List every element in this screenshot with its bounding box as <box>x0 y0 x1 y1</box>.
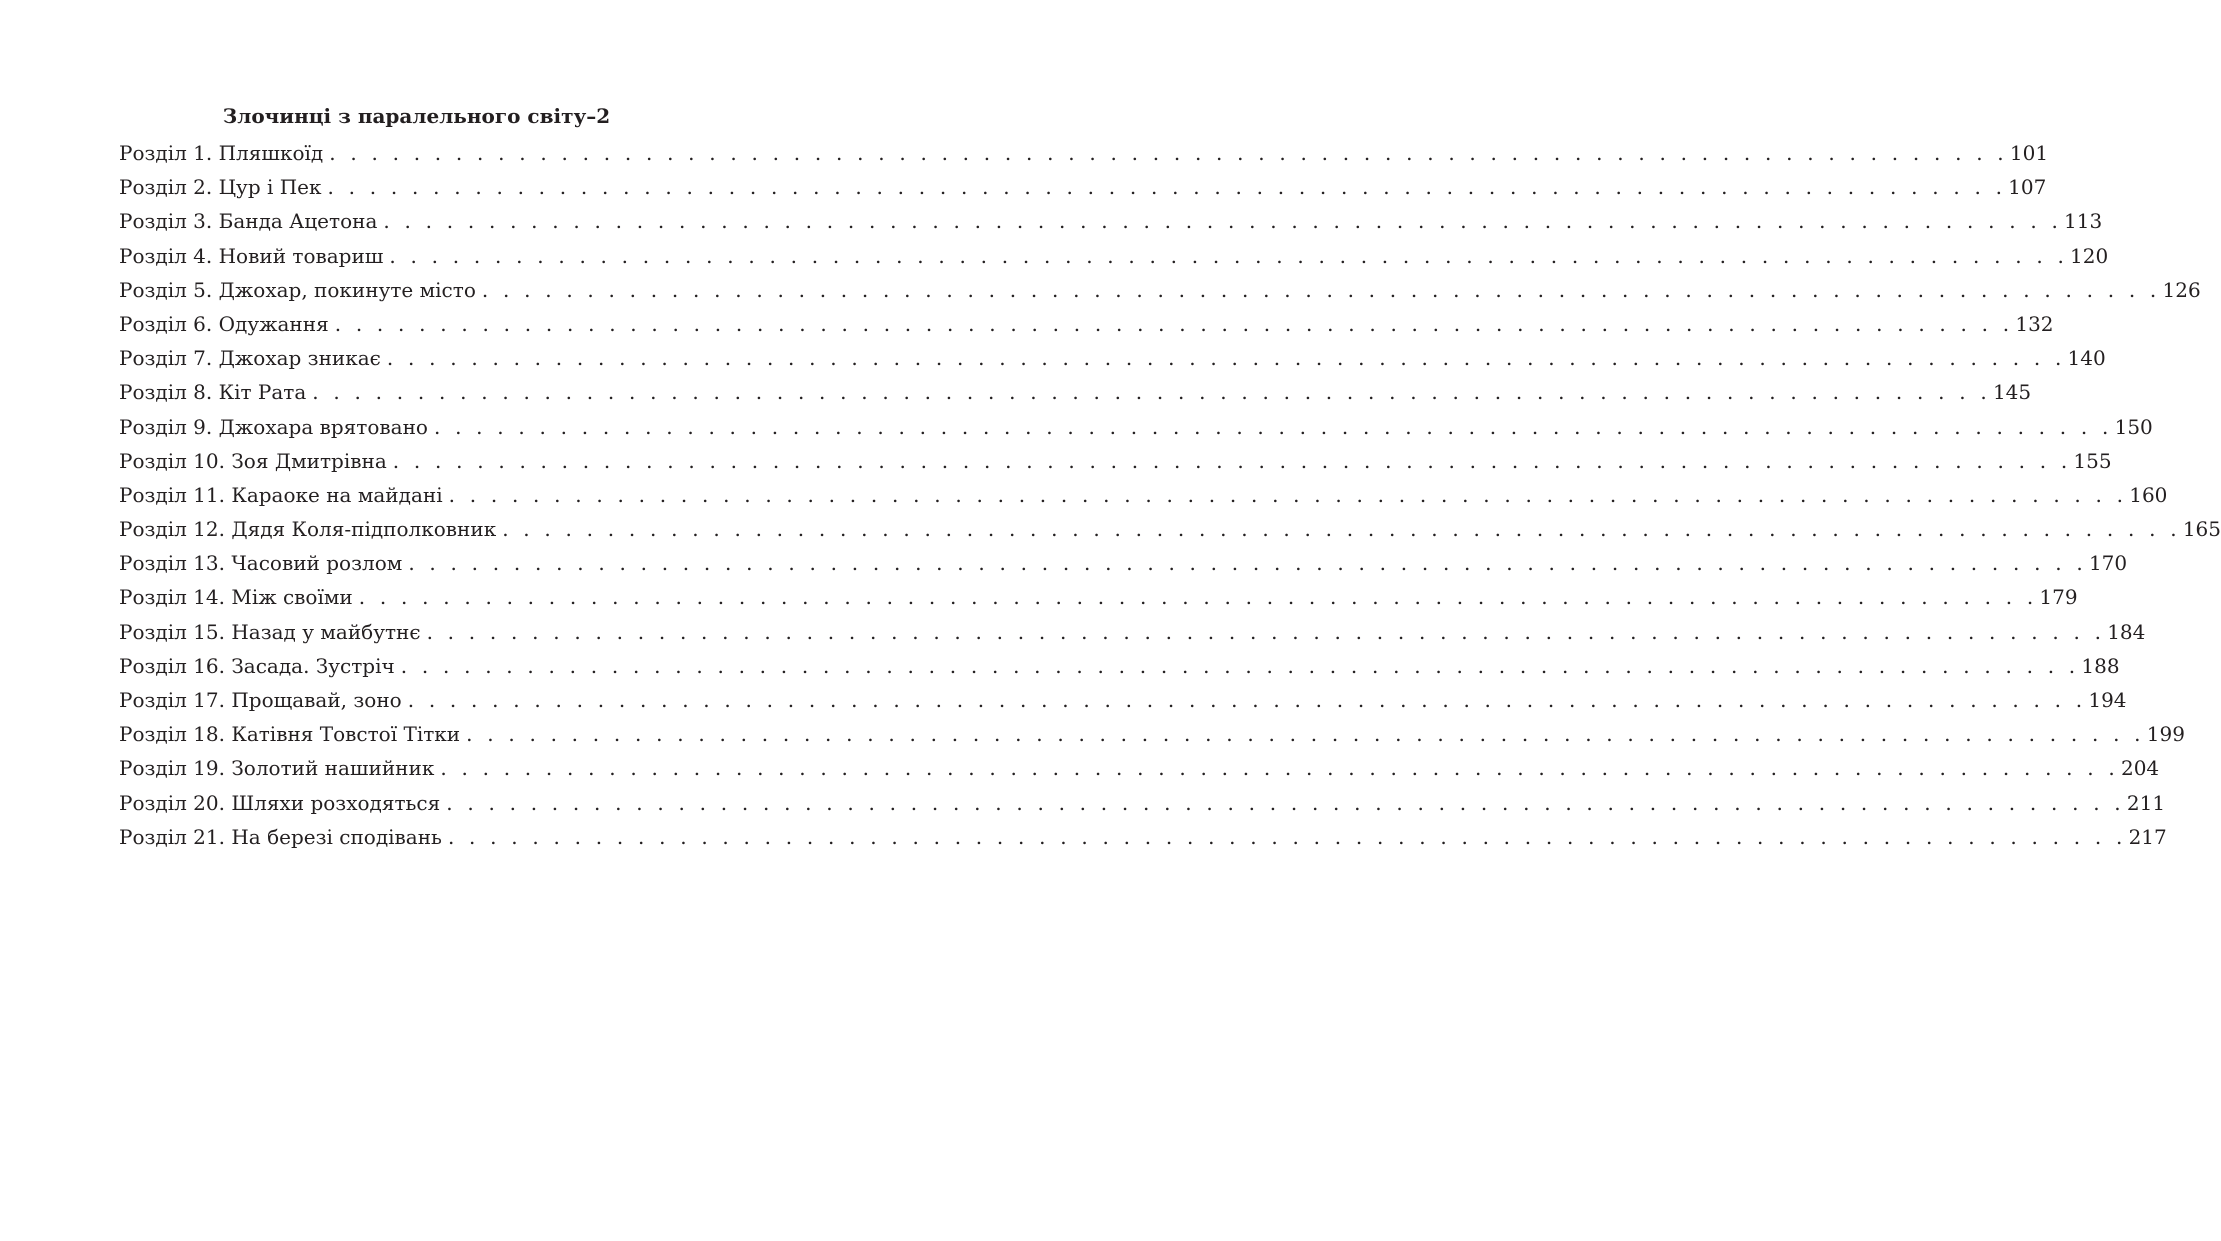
toc-entry <box>119 136 2049 170</box>
toc-entry <box>119 512 2221 546</box>
dot-leader: . . . . . . . . . . . . . . . . . . . . . . . . . . . . . . . . . . . . . . . . . . . . . . . . . . . . . . . . . . . . . . . . . . . . . . . . . . . . . . . . <box>327 175 2007 200</box>
toc-entry-label: Розділ 20. Шляхи розходяться <box>119 790 441 815</box>
toc-entry-label: Розділ 5. Джохар, покинуте місто <box>119 277 476 302</box>
toc-entry <box>119 307 2054 341</box>
toc-entry <box>119 204 2103 238</box>
toc-entry-label: Розділ 7. Джохар зникає <box>119 346 381 371</box>
toc-entry-page-number: 199 <box>2146 722 2185 747</box>
dot-leader: . . . . . . . . . . . . . . . . . . . . . . . . . . . . . . . . . . . . . . . . . . . . . . . . . . . . . . . . . . . . . . . . . . . . . . . . . . . . . . . . <box>400 653 2080 678</box>
toc-entry-label: Розділ 3. Банда Ацетона <box>119 209 378 234</box>
dot-leader: . . . . . . . . . . . . . . . . . . . . . . . . . . . . . . . . . . . . . . . . . . . . . . . . . . . . . . . . . . . . . . . . . . . . . . . . . . . . . . . . <box>481 277 2161 302</box>
toc-entry-page-number: 165 <box>2182 517 2221 542</box>
toc-entry <box>119 717 2185 751</box>
toc-entry-label: Розділ 21. На березі сподівань <box>119 824 442 849</box>
toc-entry-label: Розділ 13. Часовий розлом <box>119 551 403 576</box>
toc-entry-page-number: 211 <box>2126 790 2166 815</box>
toc-entry <box>119 444 2112 478</box>
toc-entry-page-number: 188 <box>2081 653 2120 678</box>
toc-entry-label: Розділ 9. Джохара врятовано <box>119 414 428 439</box>
dot-leader: . . . . . . . . . . . . . . . . . . . . . . . . . . . . . . . . . . . . . . . . . . . . . . . . . . . . . . . . . . . . . . . . . . . . . . . . . . . . . . . . <box>440 756 2119 781</box>
dot-leader: . . . . . . . . . . . . . . . . . . . . . . . . . . . . . . . . . . . . . . . . . . . . . . . . . . . . . . . . . . . . . . . . . . . . . . . . . . . . . . . . <box>446 790 2125 815</box>
toc-entry-label: Розділ 17. Прощавай, зоно <box>119 688 402 712</box>
toc-entry-page-number: 204 <box>2120 756 2160 781</box>
toc-entry <box>119 170 2047 204</box>
toc-entry <box>119 615 2146 649</box>
dot-leader: . . . . . . . . . . . . . . . . . . . . . . . . . . . . . . . . . . . . . . . . . . . . . . . . . . . . . . . . . . . . . . . . . . . . . . . . . . . . . . . . <box>407 688 2087 712</box>
toc-entry <box>119 239 2109 273</box>
toc-entry <box>119 410 2153 444</box>
toc-entry-page-number: 170 <box>2088 551 2128 576</box>
dot-leader: . . . . . . . . . . . . . . . . . . . . . . . . . . . . . . . . . . . . . . . . . . . . . . . . . . . . . . . . . . . . . . . . . . . . . . . . . . . . . . . . <box>329 141 2008 165</box>
dot-leader: . . . . . . . . . . . . . . . . . . . . . . . . . . . . . . . . . . . . . . . . . . . . . . . . . . . . . . . . . . . . . . . . . . . . . . . . . . . . . . . . <box>447 824 2127 849</box>
toc-entry <box>119 478 2168 512</box>
toc-entry-page-number: 107 <box>2008 175 2047 200</box>
toc-entry-page-number: 179 <box>2039 585 2078 610</box>
dot-leader: . . . . . . . . . . . . . . . . . . . . . . . . . . . . . . . . . . . . . . . . . . . . . . . . . . . . . . . . . . . . . . . . . . . . . . . . . . . . . . . . <box>466 722 2145 747</box>
toc-entry <box>119 649 2120 683</box>
dot-leader: . . . . . . . . . . . . . . . . . . . . . . . . . . . . . . . . . . . . . . . . . . . . . . . . . . . . . . . . . . . . . . . . . . . . . . . . . . . . . . . . <box>358 585 2038 610</box>
toc-entry <box>119 786 2166 820</box>
dot-leader: . . . . . . . . . . . . . . . . . . . . . . . . . . . . . . . . . . . . . . . . . . . . . . . . . . . . . . . . . . . . . . . . . . . . . . . . . . . . . . . . <box>426 619 2106 644</box>
toc-entry-page-number: 101 <box>2009 141 2049 165</box>
toc-entry-label: Розділ 18. Катівня Товстої Тітки <box>119 722 461 747</box>
toc-entry-label: Розділ 14. Між своїми <box>119 585 353 610</box>
toc-entry-page-number: 126 <box>2162 277 2201 302</box>
toc-entry <box>119 375 2032 409</box>
toc-entry <box>119 341 2106 375</box>
toc-entry-page-number: 155 <box>2073 448 2112 473</box>
toc-entry-label: Розділ 4. Новий товариш <box>119 243 384 268</box>
dot-leader: . . . . . . . . . . . . . . . . . . . . . . . . . . . . . . . . . . . . . . . . . . . . . . . . . . . . . . . . . . . . . . . . . . . . . . . . . . . . . . . . <box>408 551 2087 576</box>
toc-entry-label: Розділ 1. Пляшкоїд <box>119 141 324 165</box>
dot-leader: . . . . . . . . . . . . . . . . . . . . . . . . . . . . . . . . . . . . . . . . . . . . . . . . . . . . . . . . . . . . . . . . . . . . . . . . . . . . . . . . <box>312 380 1991 405</box>
dot-leader: . . . . . . . . . . . . . . . . . . . . . . . . . . . . . . . . . . . . . . . . . . . . . . . . . . . . . . . . . . . . . . . . . . . . . . . . . . . . . . . . <box>392 448 2072 473</box>
dot-leader: . . . . . . . . . . . . . . . . . . . . . . . . . . . . . . . . . . . . . . . . . . . . . . . . . . . . . . . . . . . . . . . . . . . . . . . . . . . . . . . . <box>386 346 2066 371</box>
toc-entry-page-number: 217 <box>2128 824 2167 849</box>
toc-entry-page-number: 194 <box>2088 688 2127 712</box>
dot-leader: . . . . . . . . . . . . . . . . . . . . . . . . . . . . . . . . . . . . . . . . . . . . . . . . . . . . . . . . . . . . . . . . . . . . . . . . . . . . . . . . <box>389 243 2069 268</box>
toc-entry-label: Розділ 8. Кіт Рата <box>119 380 307 405</box>
toc-entry-page-number: 150 <box>2114 414 2153 439</box>
dot-leader: . . . . . . . . . . . . . . . . . . . . . . . . . . . . . . . . . . . . . . . . . . . . . . . . . . . . . . . . . . . . . . . . . . . . . . . . . . . . . . . . <box>433 414 2113 439</box>
toc-entry <box>119 820 2167 854</box>
toc-entry <box>119 580 2078 614</box>
toc-entry <box>119 273 2201 307</box>
toc-entry-label: Розділ 10. Зоя Дмитрівна <box>119 448 387 473</box>
toc-entry-label: Розділ 16. Засада. Зустріч <box>119 653 395 678</box>
dot-leader: . . . . . . . . . . . . . . . . . . . . . . . . . . . . . . . . . . . . . . . . . . . . . . . . . . . . . . . . . . . . . . . . . . . . . . . . . . . . . . . . <box>334 311 2014 336</box>
toc-entry-label: Розділ 2. Цур і Пек <box>119 175 322 200</box>
toc-entry-page-number: 113 <box>2064 209 2103 234</box>
table-of-contents <box>119 136 2221 854</box>
toc-entry <box>119 683 2127 717</box>
toc-entry-page-number: 160 <box>2129 482 2168 507</box>
toc-entry <box>119 546 2128 580</box>
toc-entry-label: Розділ 12. Дядя Коля-підполковник <box>119 517 497 542</box>
toc-entry-page-number: 120 <box>2070 243 2109 268</box>
toc-entry-page-number: 184 <box>2107 619 2146 644</box>
dot-leader: . . . . . . . . . . . . . . . . . . . . . . . . . . . . . . . . . . . . . . . . . . . . . . . . . . . . . . . . . . . . . . . . . . . . . . . . . . . . . . . . <box>502 517 2181 542</box>
toc-entry-page-number: 145 <box>1992 380 2032 405</box>
toc-title: Злочинці з паралельного світу–2 <box>222 104 611 128</box>
toc-entry-page-number: 140 <box>2067 346 2106 371</box>
toc-entry-label: Розділ 19. Золотий нашийник <box>119 756 435 781</box>
dot-leader: . . . . . . . . . . . . . . . . . . . . . . . . . . . . . . . . . . . . . . . . . . . . . . . . . . . . . . . . . . . . . . . . . . . . . . . . . . . . . . . . <box>383 209 2063 234</box>
toc-entry-label: Розділ 11. Караоке на майдані <box>119 482 443 507</box>
toc-entry-label: Розділ 6. Одужання <box>119 311 329 336</box>
dot-leader: . . . . . . . . . . . . . . . . . . . . . . . . . . . . . . . . . . . . . . . . . . . . . . . . . . . . . . . . . . . . . . . . . . . . . . . . . . . . . . . . <box>448 482 2128 507</box>
toc-entry-page-number: 132 <box>2015 311 2054 336</box>
toc-entry <box>119 751 2160 785</box>
toc-entry-label: Розділ 15. Назад у майбутнє <box>119 619 421 644</box>
